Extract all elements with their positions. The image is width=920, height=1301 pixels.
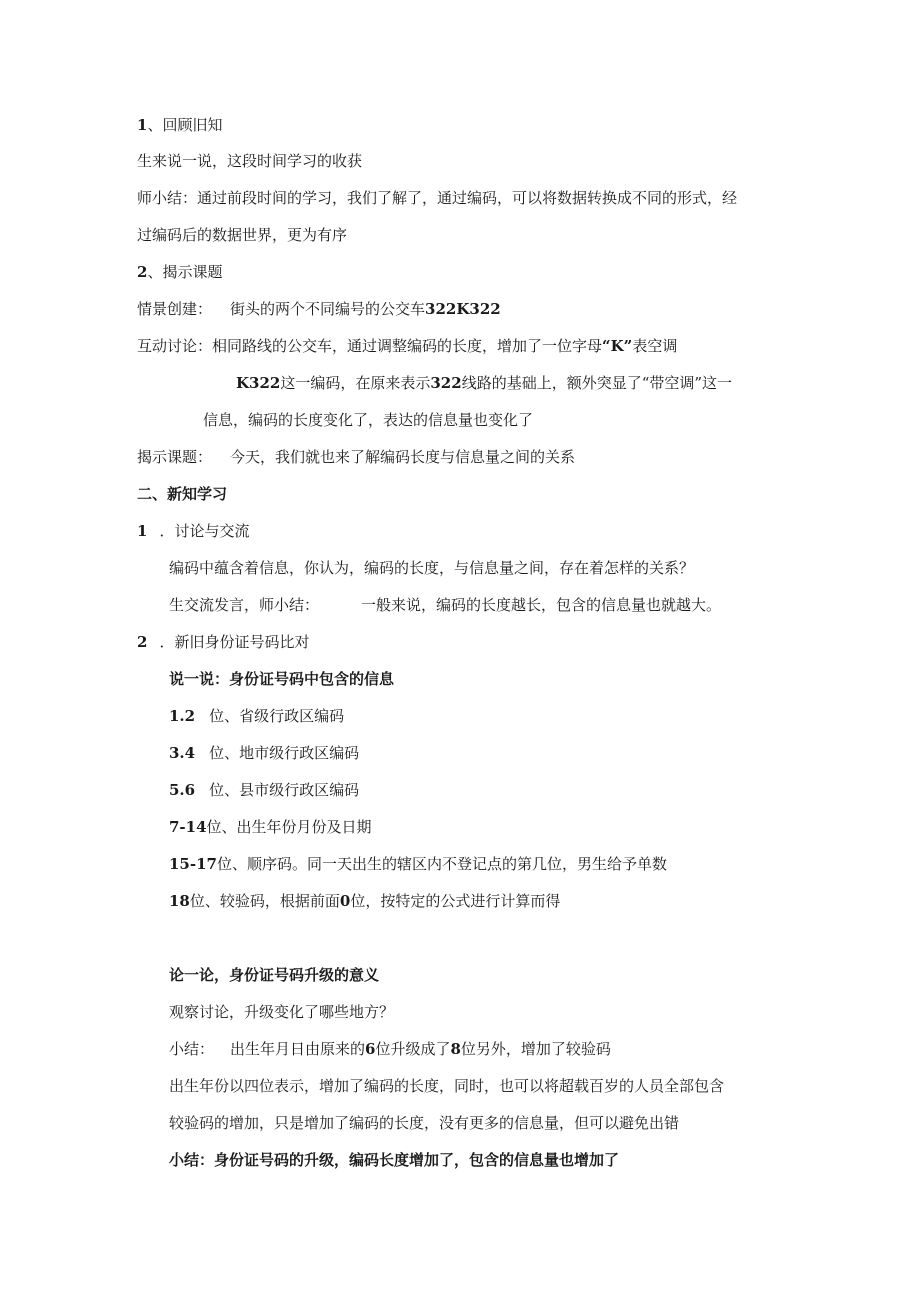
id-item-text: 位、县市级行政区编码 [209,781,360,799]
id-item-text: 位、顺序码。同一天出生的辖区内不登记点的第几位，男生给予单数 [216,855,667,873]
id-item [169,817,372,837]
s1-label: 生交流发言，师小结： [169,596,320,614]
topic-text: 今天，我们就也来了解编码长度与信息量之间的关系 [230,448,576,466]
item18-text-a: 位、较验码，根据前面 [189,892,340,910]
reveal-heading [137,262,222,282]
review-student-line: 生来说一说，这段时间学习的收获 [137,152,363,170]
topic-line [137,447,575,467]
small-text-b: 位升级成了 [375,1040,451,1058]
reveal-title: 、揭示课题 [147,263,223,281]
item18-num: 18 [169,892,190,910]
s1-answer: 一般来说，编码的长度越长，包含的信息量也就越大。 [361,596,722,614]
scene-line [137,299,501,319]
review-title: 、回顾旧知 [147,116,223,134]
s1-question: 编码中蕴含着信息，你认为，编码的长度，与信息量之间，存在着怎样的关系？ [169,559,695,577]
discuss-line [137,336,677,356]
id-item-num: 15-17 [169,855,217,873]
topic-label: 揭示课题： [137,448,213,466]
item18-zero: 0 [339,892,351,910]
small-six: 6 [365,1040,376,1058]
k322-code: K322 [236,374,281,392]
observe-line: 观察讨论，升级变化了哪些地方？ [169,1003,395,1021]
id-item-num: 7-14 [169,818,207,836]
scene-text: 街头的两个不同编号的公交车 [230,300,426,318]
s1-title: ．讨论与交流 [159,522,250,540]
year-line: 出生年份以四位表示，增加了编码的长度，同时，也可以将超载百岁的人员全部包含 [169,1077,725,1095]
new-heading: 二、新知学习 [137,485,228,503]
review-summary-line2: 过编码后的数据世界，更为有序 [137,226,348,244]
k322-text-b: 线路的基础上，额外突显了“带空调”这一 [461,374,733,392]
say-title: 说一说：身份证号码中包含的信息 [169,670,395,688]
scene-code: 322K322 [425,300,501,318]
s1-heading [137,521,249,541]
s2-num: 2 [137,633,148,651]
discuss-bold: “K” [602,337,633,355]
s1-answer-line [169,595,721,615]
id-item-num: 1.2 [169,707,196,725]
review-heading [137,115,222,135]
discuss-title: 论一论，身份证号码升级的意义 [169,966,380,984]
id-item [169,743,359,763]
small-eight: 8 [450,1040,461,1058]
id-item-text: 位、省级行政区编码 [209,707,345,725]
small-summary-line [169,1039,611,1059]
s1-num: 1 [137,522,148,540]
id-item [169,780,359,800]
id-item-text: 位、地市级行政区编码 [209,744,360,762]
review-num: 1 [137,116,148,134]
review-summary-line1: 师小结：通过前段时间的学习，我们了解了，通过编码，可以将数据转换成不同的形式，经 [137,189,738,207]
check-line: 较验码的增加，只是增加了编码的长度，没有更多的信息量，但可以避免出错 [169,1114,680,1132]
discuss-prefix: 互动讨论：相同路线的公交车，通过调整编码的长度，增加了一位字母 [137,337,603,355]
k322-num: 322 [430,374,462,392]
id-item [169,706,344,726]
id-item-num: 5.6 [169,781,196,799]
s2-title: ．新旧身份证号码比对 [159,633,310,651]
reveal-num: 2 [137,263,148,281]
k322-line1 [236,373,732,393]
s2-heading [137,632,309,652]
small-label: 小结： [169,1040,215,1058]
id-item-text: 位、出生年份月份及日期 [206,818,372,836]
small-text-a: 出生年月日由原来的 [230,1040,366,1058]
id-item-num: 3.4 [169,744,196,762]
k322-text-a: 这一编码，在原来表示 [280,374,431,392]
item18-text-b: 位，按特定的公式进行计算而得 [350,892,561,910]
conclusion-line: 小结：身份证号码的升级，编码长度增加了，包含的信息量也增加了 [169,1151,620,1169]
discuss-suffix: 表空调 [632,337,678,355]
id-item [169,854,667,874]
k322-line2: 信息，编码的长度变化了，表达的信息量也变化了 [203,411,534,429]
scene-label: 情景创建： [137,300,213,318]
id-item-18 [169,891,560,911]
small-text-c: 位另外，增加了较验码 [460,1040,611,1058]
